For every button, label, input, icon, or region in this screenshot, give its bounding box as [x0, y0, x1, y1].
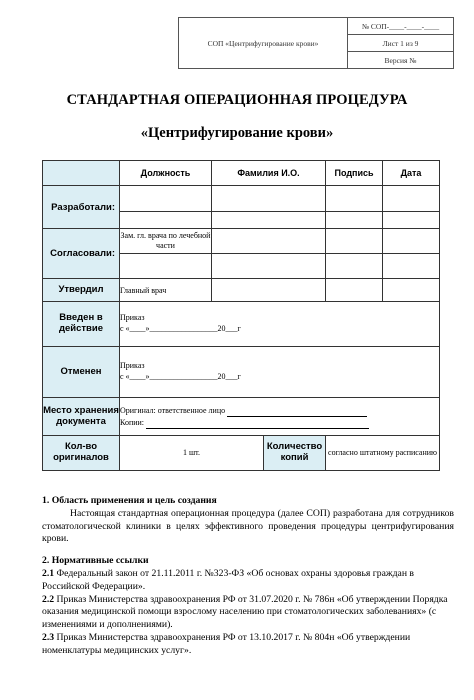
- header-sop-title: СОП «Центрифугирование крови»: [179, 18, 348, 69]
- section-1-text: Настоящая стандартная операционная процедура (далее СОП) разработана для сотрудников стоматологической клиники в целях эффективного проведения процедуры центрифугирования крови.: [42, 507, 454, 545]
- table-row: [43, 279, 440, 301]
- section-1-title: 1. Область применения и цель создания: [42, 495, 217, 506]
- table-row: [43, 436, 440, 471]
- row-label-agreed: Согласовали:: [43, 228, 120, 279]
- row-label-developed: Разработали:: [43, 186, 120, 229]
- header-sop-number: № СОП-____-____-____: [348, 18, 454, 35]
- agreed-position: Зам. гл. врача по лечебной части: [120, 228, 212, 253]
- row-label-count: Кол-во оригиналов: [43, 436, 120, 471]
- copies-value: согласно штатному расписанию: [326, 436, 440, 471]
- introduced-order: [120, 301, 440, 347]
- reference-item: 2.1 Федеральный закон от 21.11.2011 г. №323-ФЗ «Об основах охраны здоровья граждан в Российской Федерации».: [42, 567, 414, 592]
- table-row: [43, 347, 440, 398]
- table-row: [43, 228, 440, 253]
- count-value: 1 шт.: [120, 436, 264, 471]
- col-signature: Подпись: [326, 161, 383, 186]
- table-row: [43, 186, 440, 211]
- document-subtitle: «Центрифугирование крови»: [140, 125, 334, 141]
- col-name: Фамилия И.О.: [212, 161, 326, 186]
- storage-original: Оригинал: ответственное лицо: [120, 405, 226, 415]
- copies-label: Количество копий: [264, 436, 326, 471]
- col-position: Должность: [120, 161, 212, 186]
- row-label-introduced: Введен в действие: [43, 301, 120, 347]
- cancelled-order-date: с «____»_________________20___г: [120, 372, 241, 382]
- table-row: [43, 301, 440, 347]
- table-row: [43, 397, 440, 435]
- reference-item: 2.2 Приказ Министерства здравоохранения РФ от 31.07.2020 г. № 786н «Об утверждении Порядка оказания медицинской помощи взрослому населению при стоматологических заболеваниях» (с изменениями и дополнениями).: [42, 593, 448, 631]
- header-version: Версия №: [348, 52, 454, 69]
- cancelled-order-label: Приказ: [120, 361, 145, 371]
- corner-cell: [43, 161, 120, 186]
- cancelled-order: [120, 347, 440, 398]
- approval-table: [42, 160, 440, 471]
- document-header: [178, 17, 454, 69]
- introduced-order-date: с «____»_________________20___г: [120, 324, 241, 334]
- storage-copies: Копии:: [120, 417, 145, 427]
- storage-original-line: [227, 408, 367, 417]
- col-date: Дата: [383, 161, 440, 186]
- row-label-approved: Утвердил: [43, 279, 120, 301]
- row-label-cancelled: Отменен: [43, 347, 120, 398]
- table-header-row: [43, 161, 440, 186]
- document-body: [42, 495, 454, 658]
- storage-copies-line: [146, 420, 369, 429]
- document-title: СТАНДАРТНАЯ ОПЕРАЦИОННАЯ ПРОЦЕДУРА: [66, 92, 408, 108]
- row-label-storage: Место хранения документа: [43, 397, 120, 435]
- introduced-order-label: Приказ: [120, 313, 145, 323]
- approved-position: Главный врач: [120, 279, 212, 301]
- header-sheet: Лист 1 из 9: [348, 35, 454, 52]
- section-2-title: 2. Нормативные ссылки: [42, 555, 149, 567]
- storage-info: [120, 397, 440, 435]
- reference-item: 2.3 Приказ Министерства здравоохранения РФ от 13.10.2017 г. № 804н «Об утверждении номенклатуры медицинских услуг».: [42, 631, 411, 656]
